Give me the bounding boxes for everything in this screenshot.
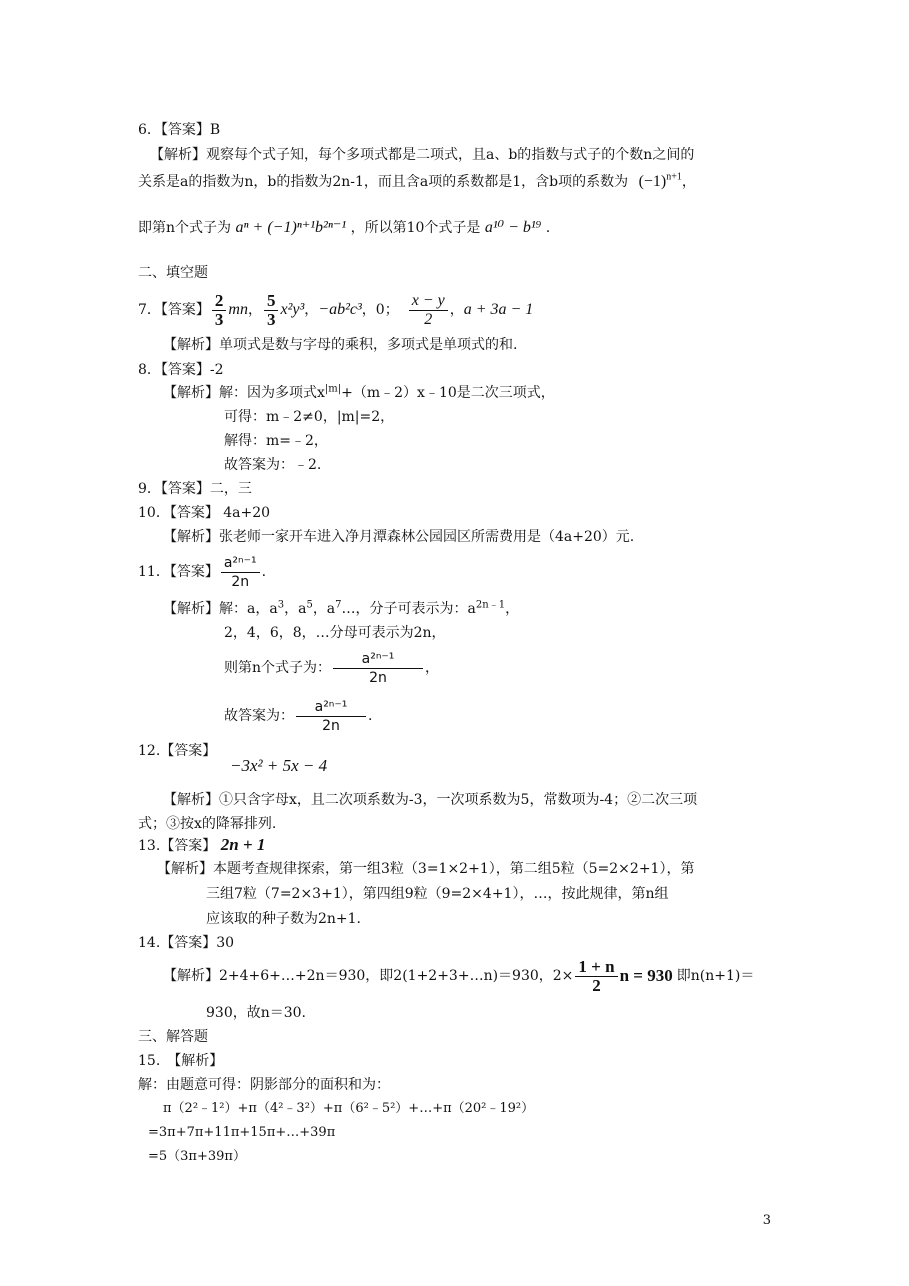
q10-analysis: 【解析】张老师一家开车进入净月潭森林公园园区所需费用是（4a+20）元. — [163, 529, 635, 545]
q12-answer-math: −3x² + 5x − 4 — [230, 756, 328, 775]
q8-text-a: 【解析】解：因为多项式x — [163, 385, 325, 401]
q14-text-b: 即n(n+1)＝ — [676, 968, 755, 984]
q6-coef-math: $(-1)^{n+1}$ — [638, 171, 682, 190]
q14-answer: 14.【答案】30 — [138, 935, 235, 951]
q11-analysis-line2: 2，4，6，8，…分母可表示为2n， — [224, 625, 446, 641]
q14-analysis-line2: 930，故n＝30. — [206, 1005, 307, 1021]
q7-term1: mn — [228, 301, 248, 318]
q7-term2: x²y³ — [280, 301, 305, 318]
q8-text-b: +（m﹣2）x﹣10是二次三项式， — [341, 385, 555, 401]
q6-nth-label: 即第n个式子为 — [138, 220, 232, 236]
q8-analysis-line1 — [163, 384, 555, 402]
q11-t5: ， — [505, 601, 520, 617]
q6-period: . — [545, 220, 551, 236]
q6-analysis-line1: 【解析】观察每个式子知，每个多项式都是二项式，且a、b的指数与式子的个数n之间的 — [150, 147, 695, 163]
q10-answer: 10．【答案】 4a+20 — [138, 505, 271, 521]
q13-analysis-line3: 应该取的种子数为2n+1. — [206, 911, 362, 927]
q13-analysis-line1: 【解析】本题考查规律探索，第一组3粒（3=1×2+1），第二组5粒（5=2×2+1），第 — [157, 861, 695, 877]
section-solutions: 三、解答题 — [138, 1029, 208, 1045]
q15-line3: =3π+7π+11π+15π+…+39π — [148, 1125, 336, 1140]
q6-answer: 6．【答案】B — [138, 122, 221, 138]
q11-final-tail: . — [368, 708, 373, 724]
q13-label: 13.【答案】 — [138, 838, 217, 854]
page-number: 3 — [762, 1213, 771, 1228]
q7-label: 7．【答案】 — [138, 302, 210, 318]
q11-label: 11．【答案】 — [138, 564, 219, 580]
q15-line2: π（2²﹣1²）+π（4²﹣3²）+π（6²﹣5²）+…+π（20²﹣19²） — [163, 1101, 535, 1116]
q11-analysis-line3 — [224, 644, 439, 692]
q13-answer — [138, 836, 265, 855]
section-fill-in: 二、填空题 — [138, 265, 208, 281]
q14-text-a: 【解析】2+4+6+…+2n＝930，即2(1+2+3+…n)＝930，2× — [163, 968, 574, 984]
q7-frac2: $\frac{5}{3}$ — [264, 292, 279, 329]
q7-sep2: ， — [304, 302, 319, 318]
q11-nth-tail: ， — [425, 660, 440, 676]
q11-s5: 5 — [306, 599, 313, 611]
q7-term5: a + 3a − 1 — [463, 301, 534, 318]
q12-analysis-line1: 【解析】①只含字母x，且二次项系数为-3，一次项系数为5，常数项为-4；②二次三项 — [163, 792, 698, 808]
q8-analysis-line2: 可得：m﹣2≠0，|m|=2， — [224, 409, 395, 425]
q11-nth-frac: $\frac{\text{a²ⁿ⁻¹}}{2n}$ — [333, 650, 423, 687]
q11-dot: . — [261, 564, 267, 580]
q8-analysis-line4: 故答案为：﹣2. — [224, 457, 322, 473]
q11-analysis-line1 — [163, 600, 519, 618]
q6-tenth-label: ，所以第10个式子是 — [350, 220, 481, 236]
q11-frac: $\frac{\text{a²ⁿ⁻¹}}{2n}$ — [221, 554, 260, 591]
q6-analysis-line3 — [138, 219, 550, 237]
q11-s2n: 2n﹣1 — [475, 599, 506, 611]
q11-s7: 7 — [335, 599, 342, 611]
q8-analysis-line3: 解得：m=﹣2， — [224, 433, 328, 449]
q11-analysis-line4 — [224, 692, 372, 740]
q7-frac4: $\frac{x - y}{2}$ — [409, 292, 448, 329]
q15-header: 15. 【解析】 — [138, 1053, 224, 1069]
q12-analysis-line2: 式；③按x的降幂排列. — [138, 816, 277, 832]
q12-answer-label: 12.【答案】 — [138, 743, 217, 759]
q11-t2: ，a — [284, 601, 307, 617]
q15-line4: =5（3π+39π） — [148, 1149, 246, 1164]
q14-frac: $\frac{1 + n}{2}$ — [575, 958, 617, 995]
q13-analysis-line2: 三组7粒（7=2×3+1），第四组9粒（9=2×4+1），…，按此规律，第n组 — [206, 886, 669, 902]
q7-sep4: ， — [449, 302, 464, 318]
q11-final-label: 故答案为： — [224, 708, 294, 724]
q7-sep3: ，0； — [361, 302, 399, 318]
q7-frac1: $\frac{2}{3}$ — [212, 292, 227, 329]
q6-analysis-line2: 关系是a的指数为n，b的指数为2n-1，而且含a项的系数都是1，含b项的系数为 $(-1)^{n+1}$， — [138, 171, 696, 190]
q14-analysis-line1 — [163, 954, 754, 998]
q11-t1: 【解析】解：a，a — [163, 601, 278, 617]
q11-t4: …，分子可表示为：a — [341, 601, 476, 617]
q7-analysis: 【解析】单项式是数与字母的乘积，多项式是单项式的和. — [163, 337, 518, 353]
q6-line2-text: 关系是a的指数为n，b的指数为2n-1，而且含a项的系数都是1，含b项的系数为 — [138, 174, 629, 190]
q6-nth-formula: aⁿ + (−1)ⁿ⁺¹b²ⁿ⁻¹ — [235, 219, 347, 236]
q15-line1: 解：由题意可得：阴影部分的面积和为： — [138, 1077, 390, 1093]
q7-term3: −ab²c³ — [318, 301, 362, 318]
q13-math: 2n + 1 — [220, 835, 266, 854]
q14-eq: n = 930 — [619, 966, 673, 985]
q8-answer: 8．【答案】-2 — [138, 362, 224, 378]
q11-s3: 3 — [277, 599, 285, 611]
q11-answer — [138, 552, 266, 592]
q7-answer — [138, 288, 533, 332]
q7-sep1: ， — [247, 302, 262, 318]
q11-nth-label: 则第n个式子为： — [224, 660, 332, 676]
q9-answer: 9．【答案】二，三 — [138, 481, 252, 497]
q11-final-frac: $\frac{\text{a²ⁿ⁻¹}}{2n}$ — [296, 698, 366, 735]
q6-tenth-formula: a¹⁰ − b¹⁹ — [484, 219, 542, 236]
q8-exp: |m| — [324, 383, 342, 395]
q11-t3: ，a — [312, 601, 336, 617]
